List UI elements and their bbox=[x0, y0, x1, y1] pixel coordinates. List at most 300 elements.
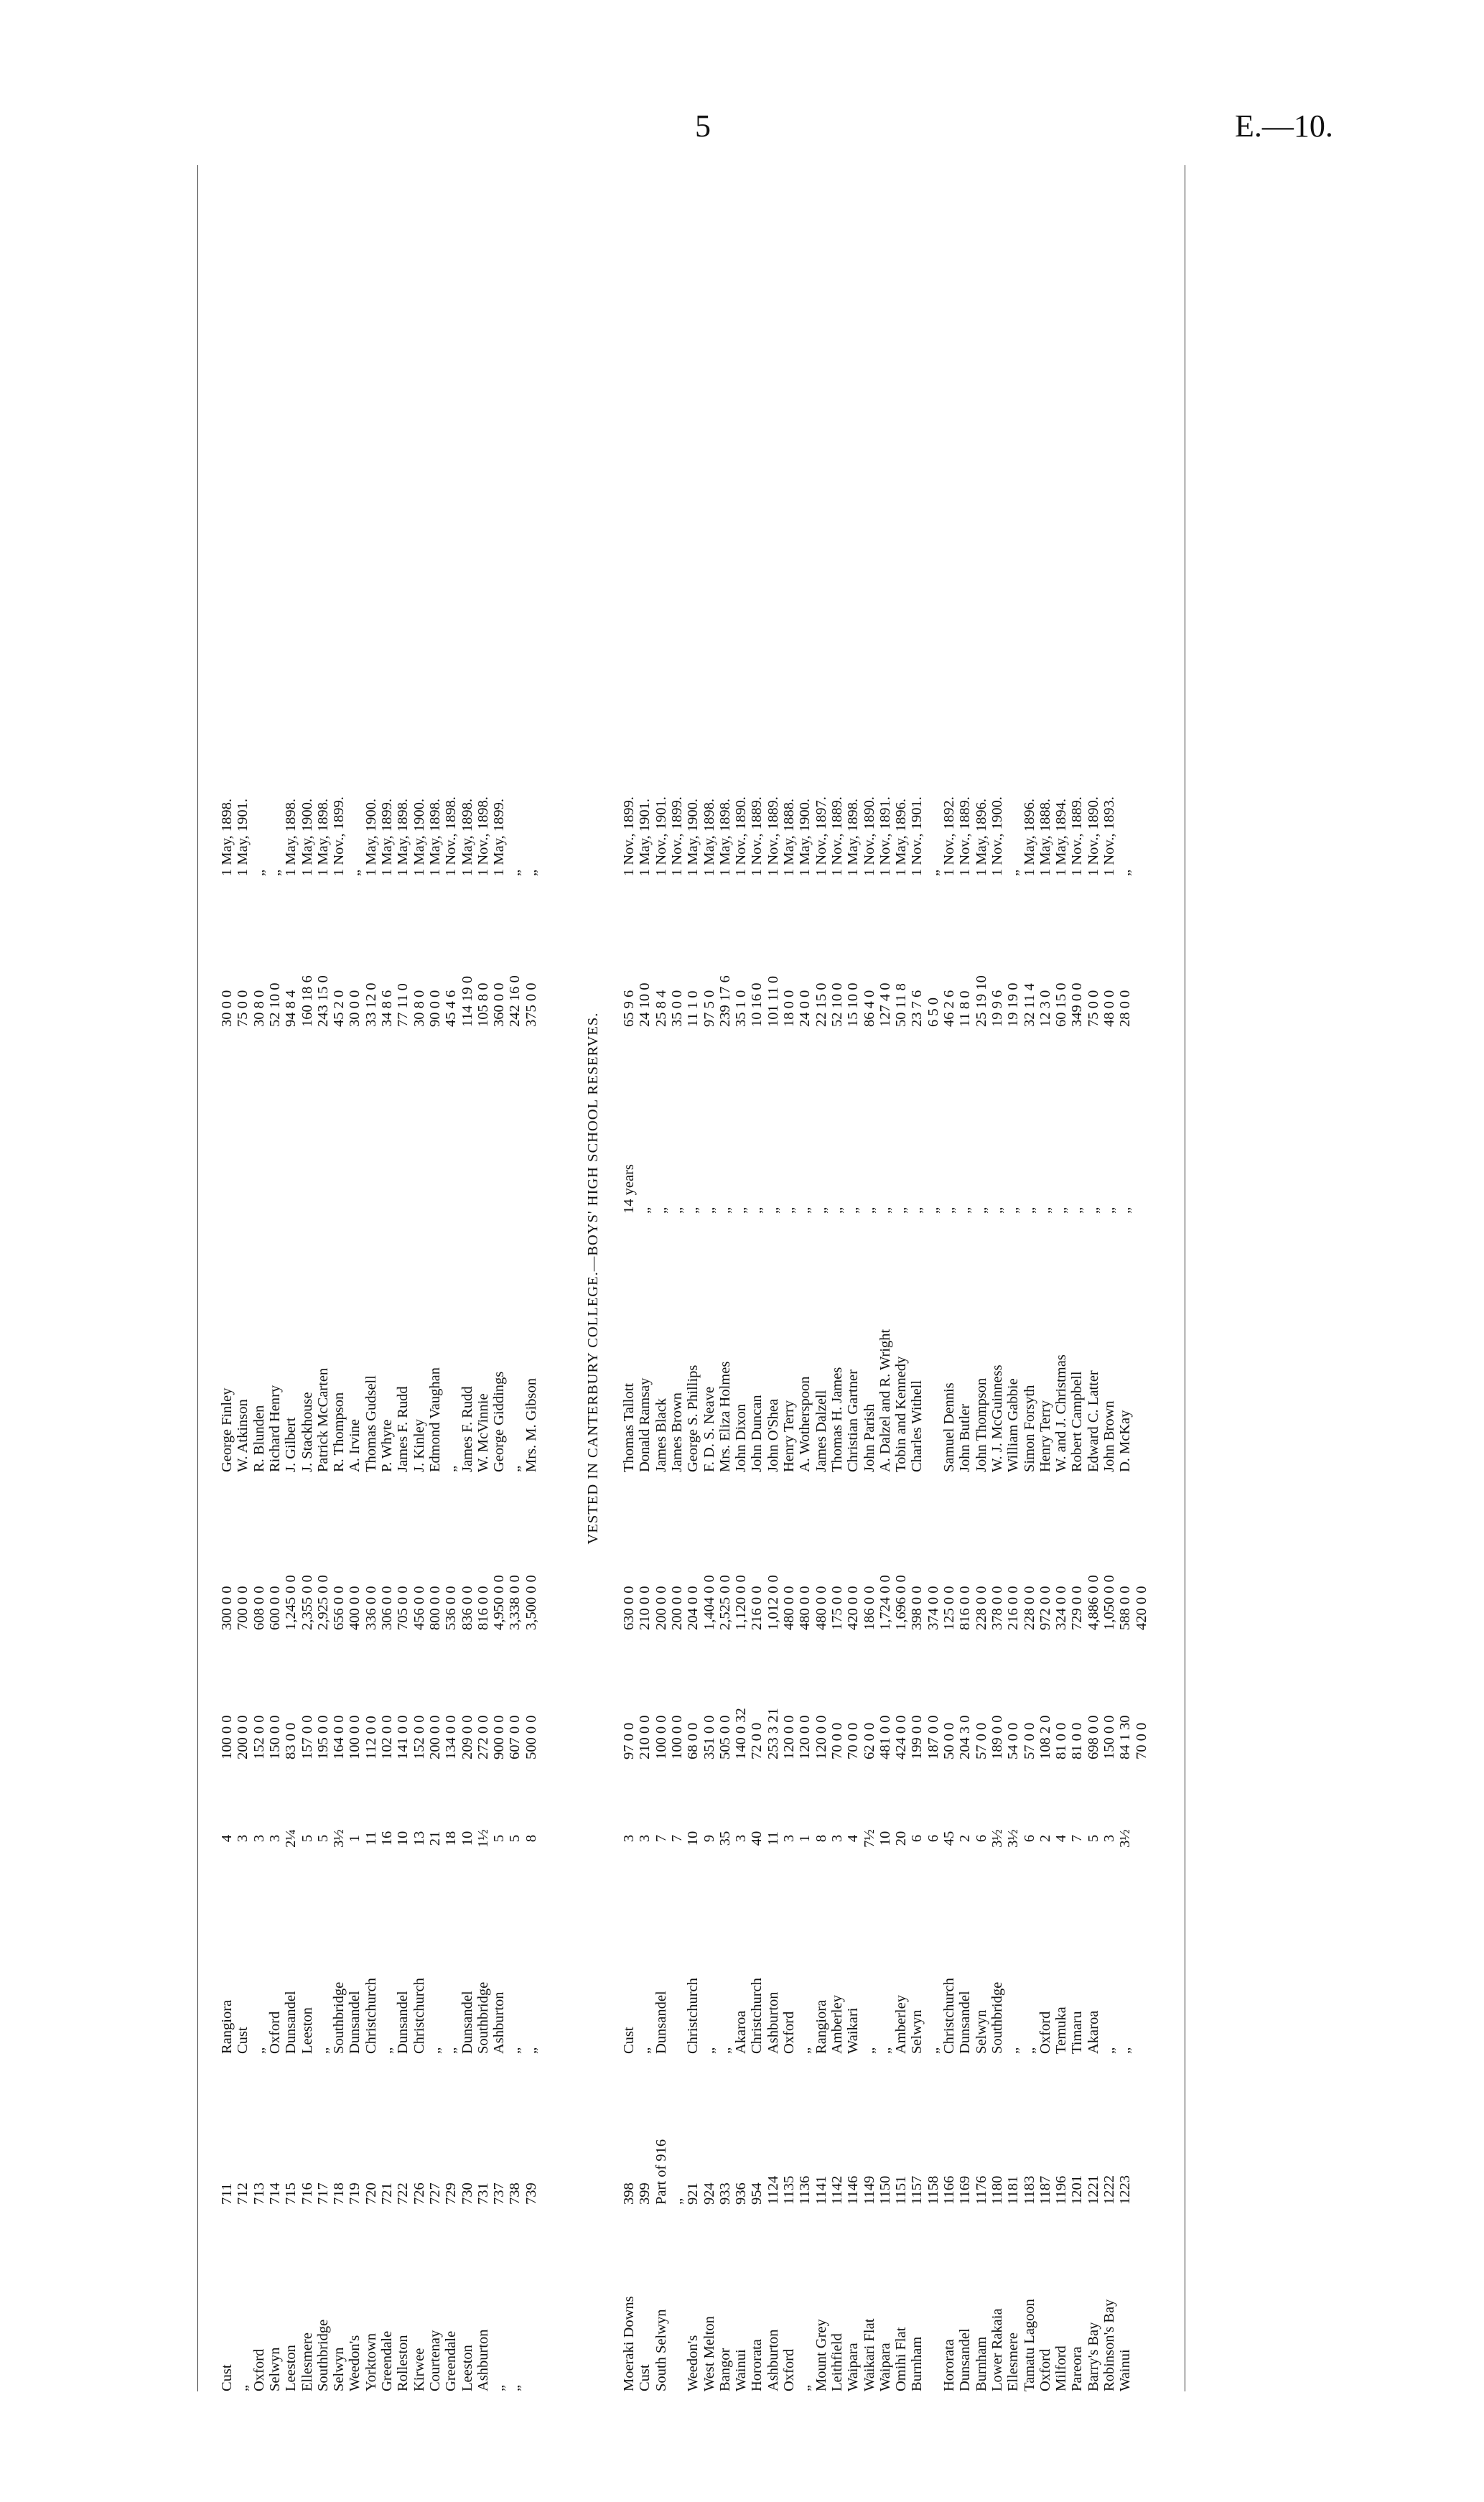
document-reference: E.—10. bbox=[1235, 108, 1333, 144]
area-cell: 57 0 0 bbox=[1021, 1722, 1037, 1759]
rent-cell: 48 0 0 bbox=[1101, 990, 1117, 1027]
value-cell: 3,338 0 0 bbox=[507, 1575, 523, 1630]
rent-cell: 30 0 0 bbox=[347, 990, 363, 1027]
locality-cell: South Selwyn bbox=[653, 2309, 669, 2391]
district-cell: „ bbox=[443, 2047, 459, 2054]
lessee-cell: John Dixon bbox=[733, 1403, 750, 1472]
value-cell: 1,696 0 0 bbox=[893, 1575, 910, 1630]
lessee-cell: James F. Rudd bbox=[395, 1386, 411, 1472]
area-cell: 607 0 0 bbox=[507, 1715, 523, 1759]
term-cell: 7 bbox=[653, 1834, 669, 1843]
value-cell: 1,012 0 0 bbox=[765, 1575, 781, 1630]
lease-term-cell: „ bbox=[1005, 1206, 1022, 1214]
date-cell: 1 Nov., 1901. bbox=[909, 796, 925, 876]
rent-cell: 25 8 4 bbox=[653, 990, 669, 1027]
area-cell: 505 0 0 bbox=[717, 1715, 733, 1759]
district-cell: Timaru bbox=[1069, 2011, 1086, 2054]
value-cell: 228 0 0 bbox=[973, 1586, 989, 1630]
date-cell: 1 May, 1898. bbox=[845, 799, 862, 876]
section-number-cell: 399 bbox=[637, 2182, 653, 2205]
district-cell: Amberley bbox=[893, 1995, 910, 2054]
term-cell: 5 bbox=[1085, 1834, 1101, 1843]
date-cell: „ bbox=[347, 869, 363, 876]
rent-cell: 23 7 6 bbox=[909, 990, 925, 1027]
district-cell: Waikari bbox=[845, 2007, 862, 2054]
rent-cell: 52 10 0 bbox=[829, 982, 845, 1027]
area-cell: 134 0 0 bbox=[443, 1715, 459, 1759]
lessee-cell: W. Atkinson bbox=[235, 1399, 251, 1472]
section-number-cell: 714 bbox=[266, 2182, 283, 2205]
district-cell: „ bbox=[701, 2047, 717, 2054]
term-cell: 3½ bbox=[1117, 1829, 1134, 1848]
value-cell: 480 0 0 bbox=[781, 1586, 797, 1630]
rent-cell: 360 0 0 bbox=[491, 982, 508, 1027]
area-cell: 424 0 0 bbox=[893, 1715, 910, 1759]
locality-cell: Waipara bbox=[845, 2343, 862, 2391]
term-cell: 6 bbox=[925, 1834, 941, 1843]
area-cell: 698 0 0 bbox=[1085, 1715, 1101, 1759]
term-cell: 10 bbox=[685, 1831, 701, 1846]
value-cell: 378 0 0 bbox=[989, 1586, 1005, 1630]
area-cell: 152 0 0 bbox=[251, 1715, 267, 1759]
term-cell: 3 bbox=[781, 1834, 797, 1843]
locality-cell: Hororata bbox=[749, 2339, 765, 2391]
rent-cell: 243 15 0 bbox=[314, 975, 331, 1027]
term-cell: 3 bbox=[733, 1834, 750, 1843]
value-cell: 420 0 0 bbox=[845, 1586, 862, 1630]
rent-cell: 349 0 0 bbox=[1069, 982, 1086, 1027]
date-cell: „ bbox=[266, 869, 283, 876]
section-number-cell: 1223 bbox=[1117, 2175, 1134, 2205]
district-cell: Christchurch bbox=[941, 1978, 957, 2054]
district-cell: Akaroa bbox=[733, 2010, 750, 2054]
lease-term-cell: „ bbox=[717, 1206, 733, 1214]
value-cell: 1,724 0 0 bbox=[877, 1575, 893, 1630]
date-cell: 1 Nov., 1891. bbox=[877, 796, 893, 876]
area-cell: 351 0 0 bbox=[701, 1715, 717, 1759]
value-cell: 536 0 0 bbox=[443, 1586, 459, 1630]
lessee-cell: F. D. S. Neave bbox=[701, 1386, 717, 1472]
rent-cell: 35 1 0 bbox=[733, 990, 750, 1027]
lessee-cell: Henry Terry bbox=[781, 1400, 797, 1472]
area-cell: 187 0 0 bbox=[925, 1715, 941, 1759]
locality-cell: Ellesmere bbox=[1005, 2333, 1022, 2391]
lessee-cell: Mrs. M. Gibson bbox=[523, 1378, 539, 1472]
area-cell: 199 0 0 bbox=[909, 1715, 925, 1759]
area-cell: 189 0 0 bbox=[989, 1715, 1005, 1759]
date-cell: 1 Nov., 1899. bbox=[331, 796, 347, 876]
section-number-cell: 1135 bbox=[781, 2175, 797, 2205]
area-cell: 209 0 0 bbox=[459, 1715, 475, 1759]
rent-cell: 33 12 0 bbox=[363, 982, 379, 1027]
district-cell: Temuka bbox=[1053, 2006, 1070, 2054]
locality-cell: Burnham bbox=[973, 2336, 989, 2391]
district-cell: „ bbox=[251, 2047, 267, 2054]
term-cell: 3½ bbox=[1005, 1829, 1022, 1848]
lease-term-cell: „ bbox=[781, 1206, 797, 1214]
lessee-cell: Henry Terry bbox=[1037, 1400, 1053, 1472]
section-number-cell: 1146 bbox=[845, 2175, 862, 2205]
area-cell: 200 0 0 bbox=[235, 1715, 251, 1759]
district-cell: Southbridge bbox=[331, 1981, 347, 2054]
date-cell: „ bbox=[1005, 869, 1022, 876]
lessee-cell: Samuel Dennis bbox=[941, 1382, 957, 1472]
lessee-cell: William Gabbie bbox=[1005, 1378, 1022, 1472]
section-number-cell: 730 bbox=[459, 2182, 475, 2205]
date-cell: 1 Nov., 1899. bbox=[668, 796, 685, 876]
section-number-cell: 921 bbox=[685, 2182, 701, 2205]
district-cell: „ bbox=[1021, 2047, 1037, 2054]
term-cell: 4 bbox=[845, 1834, 862, 1843]
date-cell: 1 Nov., 1889. bbox=[765, 796, 781, 876]
section-number-cell: 1166 bbox=[941, 2175, 957, 2205]
locality-cell: Oxford bbox=[781, 2348, 797, 2391]
value-cell: 300 0 0 bbox=[219, 1586, 235, 1630]
lessee-cell: George Giddings bbox=[491, 1371, 508, 1472]
term-cell: 16 bbox=[379, 1831, 395, 1846]
section-number-cell: 1201 bbox=[1069, 2175, 1086, 2205]
section-number-cell: 719 bbox=[347, 2182, 363, 2205]
section-number-cell: 726 bbox=[411, 2182, 427, 2205]
locality-cell: Oxford bbox=[251, 2348, 267, 2391]
rent-cell: 101 11 0 bbox=[765, 976, 781, 1027]
date-cell: 1 May, 1894. bbox=[1053, 799, 1070, 876]
lessee-cell: P. Whyte bbox=[379, 1419, 395, 1472]
term-cell: 45 bbox=[941, 1831, 957, 1846]
section-number-cell: 1124 bbox=[765, 2175, 781, 2205]
area-cell: 272 0 0 bbox=[475, 1715, 491, 1759]
date-cell: 1 Nov., 1889. bbox=[957, 796, 974, 876]
area-cell: 100 0 0 bbox=[653, 1715, 669, 1759]
lessee-cell: Thomas Gudsell bbox=[363, 1375, 379, 1472]
locality-cell: Bangor bbox=[717, 2348, 733, 2391]
section-number-cell: 1183 bbox=[1021, 2175, 1037, 2205]
district-cell: „ bbox=[507, 2047, 523, 2054]
section-number-cell: 711 bbox=[219, 2183, 235, 2205]
section-number-cell: 712 bbox=[235, 2182, 251, 2205]
date-cell: 1 Nov., 1899. bbox=[621, 796, 637, 876]
term-cell: 2 bbox=[957, 1834, 974, 1843]
locality-cell: „ bbox=[491, 2384, 508, 2391]
area-cell: 68 0 0 bbox=[685, 1722, 701, 1759]
term-cell: 3 bbox=[1101, 1834, 1117, 1843]
area-cell: 100 0 0 bbox=[219, 1715, 235, 1759]
district-cell: Oxford bbox=[781, 2011, 797, 2054]
term-cell: 6 bbox=[1021, 1834, 1037, 1843]
lessee-cell: Charles Withell bbox=[909, 1380, 925, 1472]
locality-cell: Leeston bbox=[283, 2345, 299, 2391]
district-cell: Akaroa bbox=[1085, 2010, 1101, 2054]
district-cell: Christchurch bbox=[411, 1978, 427, 2054]
rent-cell: 239 17 6 bbox=[717, 975, 733, 1027]
locality-cell: Dunsandel bbox=[957, 2328, 974, 2391]
date-cell: „ bbox=[925, 869, 941, 876]
lessee-cell: „ bbox=[507, 1465, 523, 1472]
rent-cell: 75 0 0 bbox=[235, 990, 251, 1027]
lease-term-cell: „ bbox=[813, 1206, 829, 1214]
term-cell: 2 bbox=[1037, 1834, 1053, 1843]
date-cell: 1 May, 1901. bbox=[235, 799, 251, 876]
lease-term-cell: „ bbox=[685, 1206, 701, 1214]
section-number-cell: 1141 bbox=[813, 2175, 829, 2205]
term-cell: 6 bbox=[909, 1834, 925, 1843]
locality-cell: Leeston bbox=[459, 2345, 475, 2391]
value-cell: 4,950 0 0 bbox=[491, 1575, 508, 1630]
value-cell: 200 0 0 bbox=[668, 1586, 685, 1630]
lease-term-cell: „ bbox=[845, 1206, 862, 1214]
rent-cell: 50 11 8 bbox=[893, 983, 910, 1027]
date-cell: 1 May, 1898. bbox=[314, 799, 331, 876]
term-cell: 11 bbox=[363, 1831, 379, 1846]
locality-cell: Ashburton bbox=[475, 2329, 491, 2391]
term-cell: 3 bbox=[251, 1834, 267, 1843]
lease-term-cell: „ bbox=[668, 1206, 685, 1214]
date-cell: 1 May, 1899. bbox=[379, 799, 395, 876]
district-cell: Christchurch bbox=[363, 1978, 379, 2054]
section-number-cell: 1142 bbox=[829, 2175, 845, 2205]
area-cell: 204 3 0 bbox=[957, 1715, 974, 1759]
locality-cell: Selwyn bbox=[331, 2347, 347, 2391]
date-cell: 1 May, 1899. bbox=[491, 799, 508, 876]
lease-term-cell: „ bbox=[1021, 1206, 1037, 1214]
section-number-cell: 716 bbox=[299, 2182, 315, 2205]
district-cell: Cust bbox=[235, 2027, 251, 2054]
rent-cell: 18 0 0 bbox=[781, 990, 797, 1027]
date-cell: 1 Nov., 1889. bbox=[749, 796, 765, 876]
rent-cell: 15 10 0 bbox=[845, 982, 862, 1027]
area-cell: 57 0 0 bbox=[973, 1722, 989, 1759]
district-cell: Dunsandel bbox=[957, 1991, 974, 2054]
lessee-cell: J. Kinley bbox=[411, 1418, 427, 1472]
value-cell: 398 0 0 bbox=[909, 1586, 925, 1630]
district-cell: „ bbox=[379, 2047, 395, 2054]
district-cell: „ bbox=[797, 2047, 813, 2054]
area-cell: 54 0 0 bbox=[1005, 1722, 1022, 1759]
lease-term-cell: „ bbox=[1085, 1206, 1101, 1214]
rent-cell: 60 15 0 bbox=[1053, 982, 1070, 1027]
locality-cell: Cust bbox=[637, 2364, 653, 2391]
date-cell: 1 Nov., 1889. bbox=[1069, 796, 1086, 876]
lessee-cell: A. Dalzel and R. Wright bbox=[877, 1329, 893, 1472]
date-cell: 1 May, 1900. bbox=[363, 799, 379, 876]
district-cell: „ bbox=[877, 2047, 893, 2054]
rent-cell: 24 0 0 bbox=[797, 990, 813, 1027]
lease-term-cell: „ bbox=[765, 1206, 781, 1214]
term-cell: 21 bbox=[426, 1831, 443, 1846]
locality-cell: Rolleston bbox=[395, 2335, 411, 2391]
term-cell: 7 bbox=[668, 1834, 685, 1843]
date-cell: 1 Nov., 1901. bbox=[653, 796, 669, 876]
section-heading: VESTED IN CANTERBURY COLLEGE.—BOYS' HIGH SCHOOL RESERVES. bbox=[585, 1012, 601, 1545]
area-cell: 97 0 0 bbox=[621, 1722, 637, 1759]
section-number-cell: 1136 bbox=[797, 2175, 813, 2205]
lease-term-cell: „ bbox=[1053, 1206, 1070, 1214]
section-number-cell: 936 bbox=[733, 2182, 750, 2205]
rent-cell: 30 0 0 bbox=[219, 990, 235, 1027]
area-cell: 83 0 0 bbox=[283, 1722, 299, 1759]
lease-term-cell: „ bbox=[941, 1206, 957, 1214]
value-cell: 210 0 0 bbox=[637, 1586, 653, 1630]
area-cell: 81 0 0 bbox=[1069, 1722, 1086, 1759]
date-cell: „ bbox=[523, 869, 539, 876]
locality-cell: Courtenay bbox=[426, 2330, 443, 2391]
district-cell: Cust bbox=[621, 2027, 637, 2054]
lessee-cell: Simon Forsyth bbox=[1021, 1385, 1037, 1472]
locality-cell: Oxford bbox=[1037, 2348, 1053, 2391]
rent-cell: 97 5 0 bbox=[701, 990, 717, 1027]
lease-term-cell: „ bbox=[701, 1206, 717, 1214]
term-cell: 1 bbox=[347, 1834, 363, 1843]
area-cell: 164 0 0 bbox=[331, 1715, 347, 1759]
area-cell: 157 0 0 bbox=[299, 1715, 315, 1759]
lease-term-cell: „ bbox=[925, 1206, 941, 1214]
date-cell: 1 Nov., 1889. bbox=[829, 796, 845, 876]
district-cell: Dunsandel bbox=[653, 1991, 669, 2054]
district-cell: Oxford bbox=[266, 2011, 283, 2054]
district-cell: Southbridge bbox=[989, 1981, 1005, 2054]
term-cell: 1 bbox=[797, 1834, 813, 1843]
locality-cell: Robinson's Bay bbox=[1101, 2299, 1117, 2391]
lessee-cell: Donald Ramsay bbox=[637, 1377, 653, 1472]
value-cell: 656 0 0 bbox=[331, 1586, 347, 1630]
locality-cell: Cust bbox=[219, 2364, 235, 2391]
date-cell: 1 May, 1900. bbox=[411, 799, 427, 876]
rent-cell: 160 18 6 bbox=[299, 975, 315, 1027]
rent-cell: 45 2 0 bbox=[331, 990, 347, 1027]
locality-cell: Weedon's bbox=[347, 2335, 363, 2391]
rent-cell: 32 11 4 bbox=[1021, 983, 1037, 1027]
lessee-cell: „ bbox=[443, 1465, 459, 1472]
value-cell: 216 0 0 bbox=[1005, 1586, 1022, 1630]
term-cell: 40 bbox=[749, 1831, 765, 1846]
term-cell: 10 bbox=[395, 1831, 411, 1846]
term-cell: 9 bbox=[701, 1834, 717, 1843]
section-number-cell: 729 bbox=[443, 2182, 459, 2205]
rent-cell: 30 8 0 bbox=[251, 990, 267, 1027]
locality-cell: Waipara bbox=[877, 2343, 893, 2391]
locality-cell: Kirwee bbox=[411, 2348, 427, 2391]
term-cell: 3 bbox=[637, 1834, 653, 1843]
section-number-cell: „ bbox=[668, 2198, 685, 2205]
rent-cell: 46 2 6 bbox=[941, 990, 957, 1027]
value-cell: 200 0 0 bbox=[653, 1586, 669, 1630]
section-number-cell: 1196 bbox=[1053, 2175, 1070, 2205]
lessee-cell: Mrs. Eliza Holmes bbox=[717, 1361, 733, 1472]
district-cell: „ bbox=[523, 2047, 539, 2054]
lease-term-cell: „ bbox=[829, 1206, 845, 1214]
lessee-cell: Patrick McCarten bbox=[314, 1367, 331, 1472]
locality-cell: Waikari Flat bbox=[861, 2318, 877, 2391]
section-number-cell: 1149 bbox=[861, 2175, 877, 2205]
locality-cell: Tamatu Lagoon bbox=[1021, 2299, 1037, 2391]
lessee-cell: W. J. McGuinness bbox=[989, 1364, 1005, 1472]
lease-term-cell: „ bbox=[909, 1206, 925, 1214]
area-cell: 100 0 0 bbox=[668, 1715, 685, 1759]
district-cell: Rangiora bbox=[813, 1999, 829, 2054]
rent-cell: 86 4 0 bbox=[861, 990, 877, 1027]
locality-cell: „ bbox=[797, 2384, 813, 2391]
value-cell: 400 0 0 bbox=[347, 1586, 363, 1630]
locality-cell: Selwyn bbox=[266, 2347, 283, 2391]
rent-cell: 34 8 6 bbox=[379, 990, 395, 1027]
rent-cell: 12 3 0 bbox=[1037, 990, 1053, 1027]
locality-cell: Wainui bbox=[1117, 2349, 1134, 2391]
rent-cell: 375 0 0 bbox=[523, 982, 539, 1027]
value-cell: 800 0 0 bbox=[426, 1586, 443, 1630]
lessee-cell: George S. Phillips bbox=[685, 1364, 701, 1472]
value-cell: 1,404 0 0 bbox=[701, 1575, 717, 1630]
lease-term-cell: „ bbox=[1069, 1206, 1086, 1214]
section-number-cell: 1157 bbox=[909, 2175, 925, 2205]
locality-cell: Moeraki Downs bbox=[621, 2296, 637, 2391]
district-cell: „ bbox=[1101, 2047, 1117, 2054]
area-cell: 200 0 0 bbox=[426, 1715, 443, 1759]
lessee-cell: John O'Shea bbox=[765, 1398, 781, 1472]
locality-cell: Wainui bbox=[733, 2349, 750, 2391]
area-cell: 152 0 0 bbox=[411, 1715, 427, 1759]
locality-cell: Ashburton bbox=[765, 2329, 781, 2391]
locality-cell: Barry's Bay bbox=[1085, 2322, 1101, 2391]
lessee-cell: John Brown bbox=[1101, 1400, 1117, 1472]
rent-cell: 24 10 0 bbox=[637, 982, 653, 1027]
term-cell: 3½ bbox=[989, 1829, 1005, 1848]
section-number-cell: 933 bbox=[717, 2182, 733, 2205]
date-cell: 1 Nov., 1893. bbox=[1101, 796, 1117, 876]
area-cell: 150 0 0 bbox=[266, 1715, 283, 1759]
district-cell: „ bbox=[717, 2047, 733, 2054]
area-cell: 62 0 0 bbox=[861, 1722, 877, 1759]
rent-cell: 75 0 0 bbox=[1085, 990, 1101, 1027]
area-cell: 84 1 30 bbox=[1117, 1715, 1134, 1759]
section-number-cell: 1176 bbox=[973, 2175, 989, 2205]
lessee-cell: J. Gilbert bbox=[283, 1417, 299, 1472]
date-cell: 1 May, 1898. bbox=[219, 799, 235, 876]
term-cell: 8 bbox=[523, 1834, 539, 1843]
lease-term-cell: „ bbox=[861, 1206, 877, 1214]
lessee-cell: John Parish bbox=[861, 1403, 877, 1472]
district-cell: Rangiora bbox=[219, 1999, 235, 2054]
lessee-cell: A. Wotherspoon bbox=[797, 1376, 813, 1472]
date-cell: 1 Nov., 1892. bbox=[941, 796, 957, 876]
date-cell: 1 May, 1898. bbox=[717, 799, 733, 876]
value-cell: 216 0 0 bbox=[749, 1586, 765, 1630]
value-cell: 186 0 0 bbox=[861, 1586, 877, 1630]
lessee-cell: George Finley bbox=[219, 1387, 235, 1472]
section-number-cell: 1221 bbox=[1085, 2175, 1101, 2205]
lessee-cell: Tobin and Kennedy bbox=[893, 1356, 910, 1472]
rent-cell: 65 9 6 bbox=[621, 990, 637, 1027]
rent-cell: 77 11 0 bbox=[395, 983, 411, 1027]
lease-term-cell: „ bbox=[653, 1206, 669, 1214]
section-number-cell: 1150 bbox=[877, 2175, 893, 2205]
locality-cell: Yorktown bbox=[363, 2333, 379, 2391]
locality-cell: Weedon's bbox=[685, 2335, 701, 2391]
term-cell: 13 bbox=[411, 1831, 427, 1846]
value-cell: 228 0 0 bbox=[1021, 1586, 1037, 1630]
term-cell: 8 bbox=[813, 1834, 829, 1843]
section-number-cell: 739 bbox=[523, 2182, 539, 2205]
section-number-cell: 721 bbox=[379, 2182, 395, 2205]
date-cell: 1 Nov., 1898. bbox=[475, 796, 491, 876]
term-cell: 11 bbox=[765, 1831, 781, 1846]
section-number-cell: 715 bbox=[283, 2182, 299, 2205]
value-cell: 456 0 0 bbox=[411, 1586, 427, 1630]
district-cell: Christchurch bbox=[749, 1978, 765, 2054]
lessee-cell: John Thompson bbox=[973, 1377, 989, 1472]
lessee-cell: Edward C. Latter bbox=[1085, 1370, 1101, 1472]
locality-cell: „ bbox=[507, 2384, 523, 2391]
lessee-cell: Christian Gartner bbox=[845, 1369, 862, 1472]
